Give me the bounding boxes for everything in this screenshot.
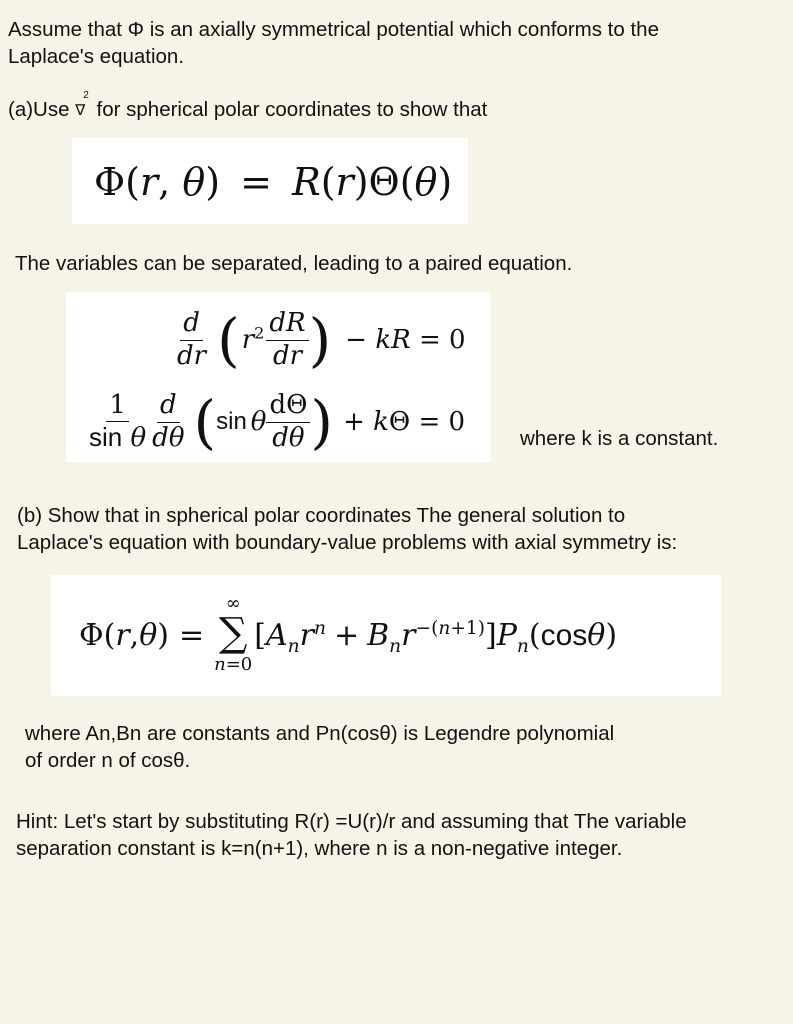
part-a-suffix: for spherical polar coordinates to show that: [90, 98, 488, 121]
where-line-2: of order n of cosθ.: [25, 749, 191, 772]
general-solution-equation: Φ( r , θ ) = ∞ ∑ n=0 [ $A_nr^n$ + $B_nr^{-(n+1)}$ ] $P_n$ ( cos θ ): [79, 592, 618, 675]
where-line-1: where An,Bn are constants and Pn(cosθ) is Legendre polynomial: [25, 722, 615, 745]
part-b-line-2: Laplace's equation with boundary-value problems with axial symmetry is:: [17, 531, 678, 554]
nabla-superscript: 2: [83, 90, 89, 101]
intro-line-1: Assume that Φ is an axially symmetrical potential which conforms to the: [8, 18, 659, 41]
intro-paragraph: [8, 16, 659, 70]
part-b-instruction: [17, 502, 677, 556]
hint-line-2: separation constant is k=n(n+1), where n is a non-negative integer.: [16, 837, 623, 860]
part-a-prefix: (a)Use: [8, 98, 76, 121]
d-dr-fraction: $\frac{d}{dr}$: [177, 308, 207, 371]
equation-box-general-solution: [51, 575, 721, 696]
separation-text: The variables can be separated, leading to a paired equation.: [15, 252, 573, 275]
hint-paragraph: [16, 808, 687, 862]
part-a-instruction: [8, 90, 488, 125]
equation-box-separation: [72, 138, 468, 224]
equation-phi-separated: Φ(r, θ) = R(r)Θ(θ): [94, 160, 453, 204]
eq1-text: [0, 0, 1, 1]
nabla-symbol: ∇$^2$: [75, 90, 89, 119]
hint-line-1: Hint: Let's start by substituting R(r) =U(r)/r and assuming that The variable: [16, 810, 687, 833]
angular-equation: $\frac{1}{\text{sin θ}}$ $\frac{d}{d\theta}$ ( sin θ $\frac{d\Theta}{d\theta}$ ) + kΘ = 0: [86, 382, 465, 462]
constant-note: where k is a constant.: [520, 427, 719, 450]
equation-text-alternates: [0, 0, 1, 1]
summation-symbol: ∞ ∑ n=0: [214, 592, 253, 675]
part-b-line-1: (b) Show that in spherical polar coordinates The general solution to: [17, 504, 626, 527]
one-over-sin-fraction: $\frac{1}{\text{sin θ}}$: [89, 389, 147, 453]
intro-line-2: Laplace's equation.: [8, 45, 185, 68]
radial-equation: $\frac{d}{dr}$ ( $r^2$ $\frac{dR}{dr}$ ) − kR = 0: [174, 300, 466, 380]
equation-box-paired: [66, 292, 491, 462]
d-dtheta-fraction: $\frac{d}{d\theta}$: [152, 390, 185, 453]
dTheta-dtheta-fraction: $\frac{d\Theta}{d\theta}$: [266, 392, 310, 452]
where-text: [25, 720, 614, 774]
dR-dr-fraction: $\frac{dR}{dr}$: [266, 310, 308, 370]
